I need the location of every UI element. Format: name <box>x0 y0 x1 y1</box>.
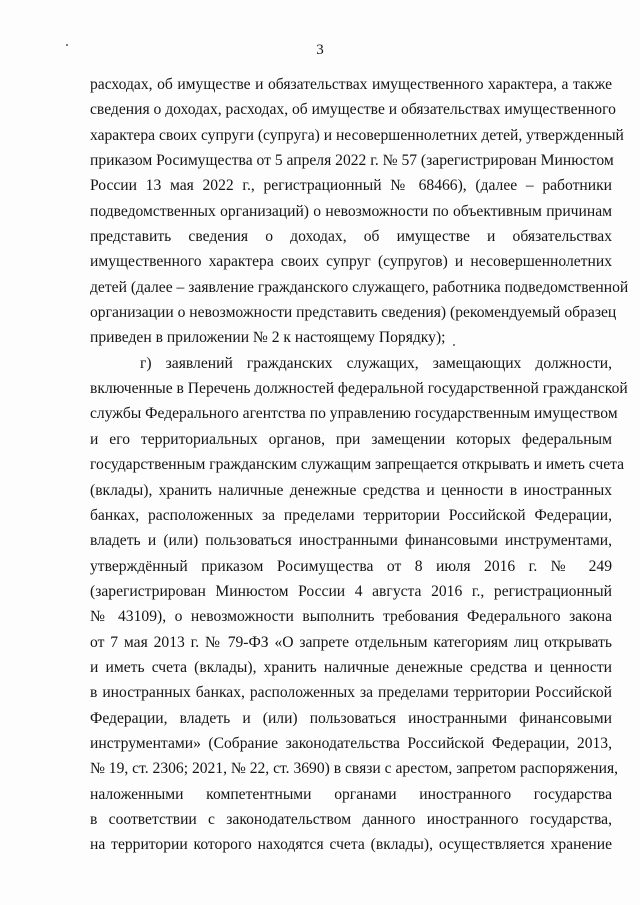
text-line: государственным гражданским служащим запрещается открывать и иметь счета <box>90 456 625 474</box>
page-number: 3 <box>316 42 324 58</box>
text-line: сведения о доходах, расходах, об имуществе и обязательствах имущественного <box>90 101 616 119</box>
document-body <box>90 72 629 858</box>
text-line: расходах, об имуществе и обязательствах имущественного характера, а также <box>90 76 612 93</box>
text-line: в соответствии с законодательством данного иностранного государства, <box>90 810 612 828</box>
text-line: и иметь счета (вклады), хранить наличные денежные средства и ценности <box>90 658 612 676</box>
text-line: имущественного характера своих супруг (супругов) и несовершеннолетних <box>90 253 612 271</box>
text-line: инструментами» (Собрание законодательства Российской Федерации, 2013, <box>90 734 612 752</box>
text-line: детей (далее – заявление гражданского служащего, работника подведомственной <box>90 278 629 296</box>
text-line: (зарегистрирован Минюстом России 4 августа 2016 г., регистрационный <box>90 582 612 600</box>
paragraph-continuation <box>90 72 629 351</box>
text-line: включенные в Перечень должностей федеральной государственной гражданской <box>90 380 628 398</box>
text-line: характера своих супруги (супруга) и несовершеннолетних детей, утвержденный <box>90 126 624 144</box>
text-line: № 43109), о невозможности выполнить требования Федерального закона <box>90 608 612 626</box>
text-line: подведомственных организаций) о невозможности по объективным причинам <box>90 202 612 220</box>
text-line: г) заявлений гражданских служащих, замещающих должности, <box>140 354 612 372</box>
text-line: приказом Росимущества от 5 апреля 2022 г. № 57 (зарегистрирован Минюстом <box>90 152 614 170</box>
text-line: от 7 мая 2013 г. № 79-ФЗ «О запрете отдельным категориям лиц открывать <box>90 633 612 651</box>
text-line: банках, расположенных за пределами территории Российской Федерации, <box>90 506 612 524</box>
text-line: приведен в приложении № 2 к настоящему Порядку); <box>90 329 446 347</box>
text-line: (вклады), хранить наличные денежные средства и ценности в иностранных <box>90 481 612 499</box>
text-line: Федерации, владеть и (или) пользоваться иностранными финансовыми <box>90 709 612 727</box>
text-line: и его территориальных органов, при замещении которых федеральным <box>90 430 612 448</box>
text-line: в иностранных банках, расположенных за пределами территории Российской <box>90 684 612 702</box>
text-line: службы Федерального агентства по управлению государственным имуществом <box>90 405 618 423</box>
text-line: представить сведения о доходах, об имуществе и обязательствах <box>90 228 612 246</box>
text-line: на территории которого находятся счета (вклады), осуществляется хранение <box>90 836 612 854</box>
text-line: № 19, ст. 2306; 2021, № 22, ст. 3690) в связи с арестом, запретом распоряжения, <box>90 760 619 778</box>
text-line: утверждённый приказом Росимущества от 8 июля 2016 г. № 249 <box>90 557 612 575</box>
text-line: наложенными компетентными органами иностранного государства <box>90 785 612 803</box>
paragraph-item-g <box>90 351 628 858</box>
text-line: организации о невозможности представить сведения) (рекомендуемый образец <box>90 304 617 322</box>
text-line: владеть и (или) пользоваться иностранными финансовыми инструментами, <box>90 532 612 550</box>
text-line: России 13 мая 2022 г., регистрационный № 68466), (далее – работники <box>90 177 612 195</box>
